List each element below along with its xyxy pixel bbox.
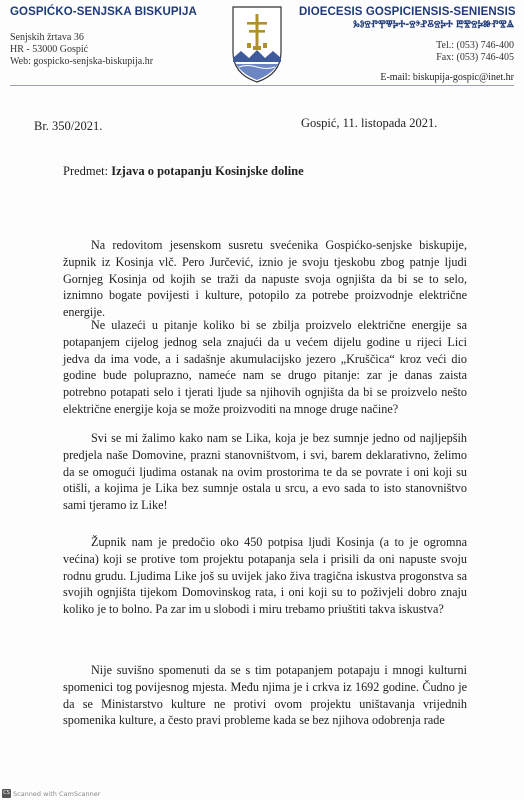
subject-text: Izjava o potapanju Kosinjske doline xyxy=(111,164,304,178)
letter-paragraph: Ne ulazeći u pitanje koliko bi se zbilja proizvelo električne energije sa potapanjem cijelog jednog sela znajući da u većem dijelu godine u rijeci Lici jedva da ima vode, a i sadašnje akumulacijsko jezero „Kruščica“ kroz veći dio godine bude poluprazno, nameće nam se drugo pitanje: zar je danas zaista potrebno potapati selo i tjerati ljude sa njihovih ognjišta da bi se proizvelo nešto električne energije koja se može proizvoditi na mnoge druge načine? xyxy=(63,318,467,416)
camscanner-logo-icon: CS xyxy=(3,790,10,796)
letter-paragraph: Svi se mi žalimo kako nam se Lika, koja je bez sumnje jedno od najljepših predjela naše Domovine, prazni stanovništvom, i svi, barem deklarativno, želimo da se omogući ljudima ostanak na ovim prostorima te da se povrate i oni koji su otišli, a kojima je Lika bez sumnje ostala u srcu, a evo sada to isto stanovništvo sami tjeramo iz Like! xyxy=(63,431,467,513)
reference-number: Br. 350/2021. xyxy=(34,119,103,133)
subject-label: Predmet: xyxy=(63,164,109,178)
letter-paragraph: Nije suvišno spomenuti da se s tim potapanjem potapaju i mnogi kulturni spomenici tog povijesnog mjesta. Među njima je i crkva iz 1692 godine. Čudno je da se Ministarstvo kulture ne protivi ovom projektu uništavanja vrijednih spomenika kulture, a često pravi probleme kada se bez njihova odobrenja rade xyxy=(63,663,467,728)
fax: Fax: (053) 746-405 xyxy=(436,52,514,63)
letter-date: Gospić, 11. listopada 2021. xyxy=(301,116,438,130)
telephone: Tel.: (053) 746-400 xyxy=(436,40,514,51)
letterhead-right xyxy=(299,6,514,83)
address-city: HR - 53000 Gospić xyxy=(10,44,89,55)
address-street: Senjskih žrtava 36 xyxy=(10,32,84,43)
letter-paragraph: Župnik nam je predočio oko 450 potpisa ljudi Kosinja (a to je ogromna većina) koji se protive tom projektu potapanja sela i prisili da oni napuste svoju rodnu grudu. Ljudima Like još su uvijek jako živa tragična iskustva progonstva sa svojih ognjišta tijekom Domovinskog rata, i oni koji su to poživjeli dobro znaju koliko je to bolno. Pa zar im u slobodi i miru trebamo priuštiti takva iskustva? xyxy=(63,535,467,617)
subject-line xyxy=(63,164,304,179)
scanner-watermark xyxy=(2,789,100,798)
letter-paragraph: Na redovitom jesenskom susretu svećenika Gospićko-senjske biskupije, župnik iz Kosinja vlč. Pero Jurčević, iznio je svoju tjeskobu zbog patnje ljudi Gornjeg Kosinja od kojih se traži da napuste svoja ognjišta da bi se to selo, iznimno bogate povijesti i kulture, potopilo za potrebe proizvodnje električne energije. xyxy=(63,238,467,320)
email: E-mail: biskupija-gospic@inet.hr xyxy=(380,72,514,83)
diocese-glagolitic-name: ⰃⰑⰔⰒⰉⰛⰍⰀ-ⰔⰵⰐⰋⰔⰍⰀ ⰁⰊⰔⰍⰖⰒⰊⰡ xyxy=(353,19,514,30)
website: Web: gospicko-senjska-biskupija.hr xyxy=(10,56,154,67)
diocese-name: GOSPIĆKO-SENJSKA BISKUPIJA xyxy=(10,6,197,18)
diocese-emblem-icon xyxy=(229,4,285,84)
address-block xyxy=(10,32,225,68)
diocese-latin-name: DIOECESIS GOSPICIENSIS-SENIENSIS xyxy=(299,6,516,18)
contact-block xyxy=(299,40,514,64)
letterhead-left xyxy=(10,6,225,68)
header-divider xyxy=(10,85,514,86)
scanner-text: Scanned with CamScanner xyxy=(13,789,101,798)
